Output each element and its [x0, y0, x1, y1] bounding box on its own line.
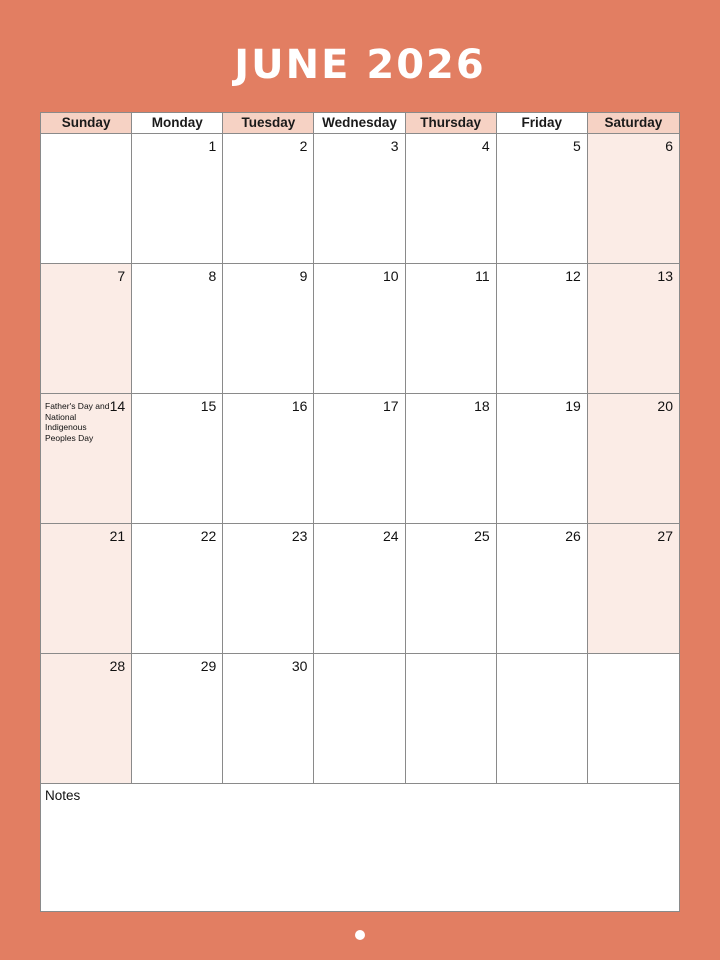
day-cell[interactable] [223, 394, 314, 524]
day-number: 27 [657, 528, 673, 544]
page-indicator-dot [355, 930, 365, 940]
day-cell[interactable] [406, 394, 497, 524]
weekday-header-row [41, 113, 679, 134]
day-cell[interactable] [588, 264, 679, 394]
holiday-label: Father's Day and National Indigenous Peoples Day [45, 401, 110, 443]
empty-day-cell[interactable] [314, 654, 405, 784]
day-number: 4 [481, 138, 490, 154]
day-cell[interactable] [497, 264, 588, 394]
weekday-header: Saturday [588, 113, 679, 133]
day-number: 30 [291, 658, 308, 674]
day-cell[interactable] [588, 394, 679, 524]
day-number: 25 [474, 528, 490, 544]
day-number: 20 [657, 398, 673, 414]
day-cell[interactable] [132, 264, 223, 394]
day-number: 9 [299, 268, 308, 284]
weekday-header: Friday [497, 113, 588, 133]
day-cell[interactable] [132, 394, 223, 524]
day-cell[interactable] [223, 134, 314, 264]
day-number: 29 [200, 658, 217, 674]
day-number: 12 [565, 268, 581, 284]
empty-day-cell[interactable] [588, 654, 679, 784]
weekday-header: Sunday [41, 113, 132, 133]
day-cell[interactable] [406, 524, 497, 654]
day-cell[interactable] [497, 394, 588, 524]
notes-label: Notes [45, 788, 81, 803]
notes-area[interactable] [41, 784, 679, 911]
day-number: 18 [474, 398, 490, 414]
day-number: 23 [291, 528, 308, 544]
day-number: 2 [299, 138, 308, 154]
day-cell[interactable] [223, 524, 314, 654]
weekday-header: Tuesday [223, 113, 314, 133]
day-number: 11 [475, 268, 490, 284]
empty-day-cell[interactable] [406, 654, 497, 784]
weekday-header: Thursday [406, 113, 497, 133]
day-number: 3 [390, 138, 399, 154]
day-number: 17 [382, 398, 399, 414]
day-cell[interactable] [132, 134, 223, 264]
day-number: 10 [382, 268, 399, 284]
day-cell[interactable] [314, 394, 405, 524]
day-number: 26 [565, 528, 581, 544]
day-grid [41, 134, 679, 784]
day-number: 6 [665, 138, 673, 154]
day-cell[interactable] [314, 134, 405, 264]
day-cell[interactable] [223, 264, 314, 394]
day-cell[interactable] [132, 524, 223, 654]
weekday-header: Wednesday [314, 113, 405, 133]
day-cell[interactable] [41, 654, 132, 784]
day-number: 14 [109, 398, 126, 414]
day-number: 24 [382, 528, 399, 544]
day-number: 1 [208, 138, 217, 154]
day-cell[interactable] [588, 524, 679, 654]
empty-day-cell[interactable] [41, 134, 132, 264]
day-cell[interactable] [41, 394, 132, 524]
day-cell[interactable] [497, 524, 588, 654]
day-number: 5 [573, 138, 581, 154]
day-cell[interactable] [41, 264, 132, 394]
calendar-title: JUNE 2026 [234, 42, 486, 88]
day-cell[interactable] [41, 524, 132, 654]
day-number: 16 [291, 398, 308, 414]
day-cell[interactable] [314, 264, 405, 394]
empty-day-cell[interactable] [497, 654, 588, 784]
day-number: 15 [200, 398, 217, 414]
day-cell[interactable] [588, 134, 679, 264]
calendar-grid [40, 112, 680, 912]
day-cell[interactable] [497, 134, 588, 264]
day-number: 8 [208, 268, 217, 284]
weekday-header: Monday [132, 113, 223, 133]
day-number: 19 [565, 398, 581, 414]
day-number: 13 [657, 268, 673, 284]
day-cell[interactable] [132, 654, 223, 784]
day-number: 21 [109, 528, 126, 544]
day-number: 7 [117, 268, 126, 284]
day-number: 28 [109, 658, 126, 674]
day-cell[interactable] [406, 264, 497, 394]
day-cell[interactable] [314, 524, 405, 654]
day-number: 22 [200, 528, 217, 544]
day-cell[interactable] [223, 654, 314, 784]
day-cell[interactable] [406, 134, 497, 264]
